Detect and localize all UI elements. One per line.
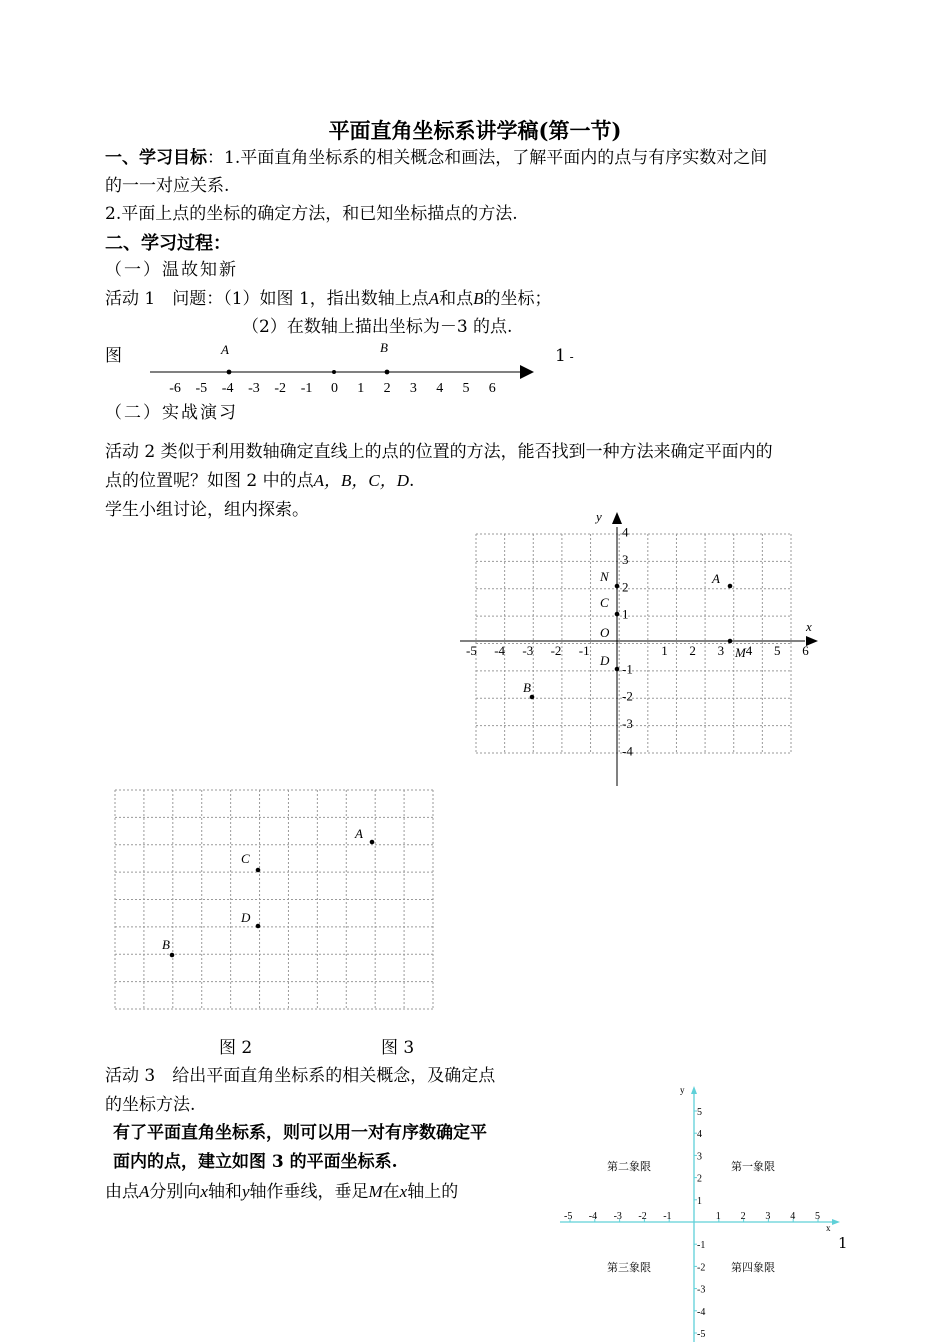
activity2-end: . <box>409 471 415 491</box>
numberline-tick: -5 <box>195 381 208 396</box>
fig4-y-tick: -4 <box>697 1306 706 1318</box>
grid-label-a: A <box>355 826 363 841</box>
fig1-number: 1 - <box>555 346 574 366</box>
fig4-y-tick: 2 <box>697 1173 702 1185</box>
goals-line2: 的一一对应关系. <box>105 176 230 196</box>
fig2-label-m: M <box>735 645 746 660</box>
numberline-tick: 3 <box>409 381 417 396</box>
numberline-tick: -1 <box>300 381 313 396</box>
goals-heading: 一、学习目标 <box>105 148 207 168</box>
numberline-tick: 1 <box>357 381 365 396</box>
fig2-x-tick: -5 <box>466 643 477 658</box>
last-text-d: 轴作垂线，垂足 <box>249 1182 369 1202</box>
fig2-y-label: y <box>596 509 602 524</box>
activity2-points: A，B，C，D <box>313 471 410 490</box>
last-text-b: 分别向 <box>149 1182 201 1202</box>
fig2-caption: 图 2 <box>219 1038 253 1058</box>
last-m: M <box>368 1182 383 1201</box>
fig4-y-tick: -3 <box>697 1284 706 1296</box>
last-text-e: 在 <box>382 1182 400 1202</box>
fig4-y-tick: 1 <box>697 1195 702 1207</box>
fig2-origin-label: O <box>600 625 610 640</box>
last-text-f: 轴上的 <box>407 1182 459 1202</box>
fig4-x-tick: 3 <box>765 1211 771 1222</box>
last-x: x <box>200 1182 208 1201</box>
fig4-y-tick: 5 <box>697 1107 702 1118</box>
quadrant-2-label: 第二象限 <box>607 1161 651 1173</box>
numberline-tick: 4 <box>436 381 444 396</box>
fig4-x-label: x <box>826 1223 831 1233</box>
fig4-x-tick: 2 <box>740 1211 746 1222</box>
fig4-x-tick: 4 <box>790 1211 796 1222</box>
activity1-question2: （2）在数轴上描出坐标为－3 的点. <box>242 317 513 337</box>
fig2-x-tick: 6 <box>802 643 809 658</box>
fig2-y-tick: -3 <box>622 716 633 732</box>
fig4-y-tick: 3 <box>697 1151 702 1163</box>
fig2-x-tick: -1 <box>578 643 590 658</box>
numberline-tick: -6 <box>169 381 181 396</box>
fig4-x-tick: 1 <box>715 1211 721 1222</box>
section2-heading: （二）实战演习 <box>105 403 238 423</box>
activity1-point-b: B <box>473 289 484 308</box>
fig2-x-tick: -3 <box>522 643 534 658</box>
fig2-y-tick: 2 <box>622 579 629 595</box>
fig2-label-b: B <box>523 680 531 695</box>
numberline-tick: -2 <box>274 381 287 396</box>
fig4-y-tick: -2 <box>697 1262 706 1274</box>
goals-line3: 2.平面上点的坐标的确定方法，和已知坐标描点的方法. <box>105 204 518 224</box>
fig4-x-tick: -3 <box>613 1211 622 1222</box>
fig2-x-tick: 1 <box>661 643 668 658</box>
fig2-x-tick: 4 <box>745 643 753 658</box>
fig3-caption: 图 3 <box>381 1038 415 1058</box>
page-number: 1 <box>838 1234 848 1252</box>
numberline-label-a: A <box>221 342 229 357</box>
fig1-label: 图 <box>105 346 122 366</box>
bold-line2: 面内的点，建立如图 3 的平面坐标系. <box>113 1152 398 1172</box>
fig4-x-tick: -1 <box>663 1211 672 1222</box>
activity3-line2: 的坐标方法. <box>105 1095 196 1115</box>
goals-line1: ：1.平面直角坐标系的相关概念和画法，了解平面内的点与有序实数对之间 <box>207 148 768 168</box>
numberline-tick: 5 <box>462 381 470 396</box>
activity1-text-a: 活动 1 问题：（1）如图 1，指出数轴上点 <box>105 289 429 309</box>
last-y: y <box>241 1182 250 1201</box>
fig2-x-tick: 2 <box>689 643 696 658</box>
activity1-point-a: A <box>428 289 440 308</box>
fig4-y-tick: -1 <box>697 1240 706 1252</box>
grid-label-c: C <box>241 851 250 866</box>
numberline-tick: 6 <box>488 381 496 396</box>
activity1-text-b: 和点 <box>439 289 474 309</box>
fig2-y-tick: 1 <box>622 606 629 622</box>
activity2-line1: 活动 2 类似于利用数轴确定直线上的点的位置的方法，能否找到一种方法来确定平面内的 <box>105 442 773 462</box>
fig2-x-tick: 3 <box>717 643 725 658</box>
fig2-x-tick: -2 <box>550 643 562 658</box>
fig2-x-tick: 5 <box>774 643 781 658</box>
activity3-line1: 活动 3 给出平面直角坐标系的相关概念，及确定点 <box>105 1066 496 1086</box>
numberline-tick: -4 <box>221 381 234 396</box>
discussion-text: 学生小组讨论，组内探索。 <box>105 500 309 520</box>
fig2-y-tick: -1 <box>622 661 633 677</box>
quadrant-4-label: 第四象限 <box>731 1262 775 1274</box>
last-text-a: 由点 <box>105 1182 139 1202</box>
fig2-y-tick: 3 <box>622 551 629 567</box>
grid-label-d: D <box>241 910 251 925</box>
fig2-y-tick: -2 <box>622 688 633 704</box>
section1-heading: （一）温故知新 <box>105 260 238 280</box>
fig2-label-a: A <box>712 571 720 586</box>
fig2-label-c: C <box>600 595 609 610</box>
fig4-x-tick: -5 <box>564 1211 573 1222</box>
grid-label-b: B <box>162 937 170 952</box>
fig4-y-tick: 4 <box>697 1129 702 1141</box>
numberline-label-b: B <box>380 340 388 355</box>
fig4-y-label: y <box>680 1085 685 1095</box>
last-text-c: 轴和 <box>207 1182 242 1202</box>
numberline-tick: 0 <box>331 381 338 396</box>
fig4-y-tick: -5 <box>697 1329 706 1340</box>
fig2-y-tick: -4 <box>622 743 633 759</box>
numberline-tick: 2 <box>383 381 391 396</box>
fig2-y-tick: 4 <box>622 524 629 540</box>
fig2-label-d: D <box>600 653 610 668</box>
process-heading: 二、学习过程： <box>105 233 231 254</box>
last-point-a: A <box>139 1182 150 1201</box>
activity2-text: 点的位置呢？如图 2 中的点 <box>105 471 314 491</box>
last-x2: x <box>399 1182 408 1201</box>
quadrant-1-label: 第一象限 <box>731 1161 775 1173</box>
bold-line1: 有了平面直角坐标系，则可以用一对有序数确定平 <box>113 1123 487 1143</box>
fig2-label-n: N <box>600 569 609 584</box>
fig1-number-text: 1 <box>555 346 566 366</box>
document-title: 平面直角坐标系讲学稿(第一节) <box>328 118 622 143</box>
fig4-x-tick: -2 <box>638 1211 647 1222</box>
activity1-text-c: 的坐标； <box>483 289 552 309</box>
quadrant-3-label: 第三象限 <box>607 1262 651 1274</box>
fig2-x-tick: -4 <box>494 643 506 658</box>
numberline-tick: -3 <box>248 381 260 396</box>
fig2-x-label: x <box>806 619 812 634</box>
fig4-x-tick: 5 <box>815 1211 820 1222</box>
fig4-x-tick: -4 <box>588 1211 598 1222</box>
